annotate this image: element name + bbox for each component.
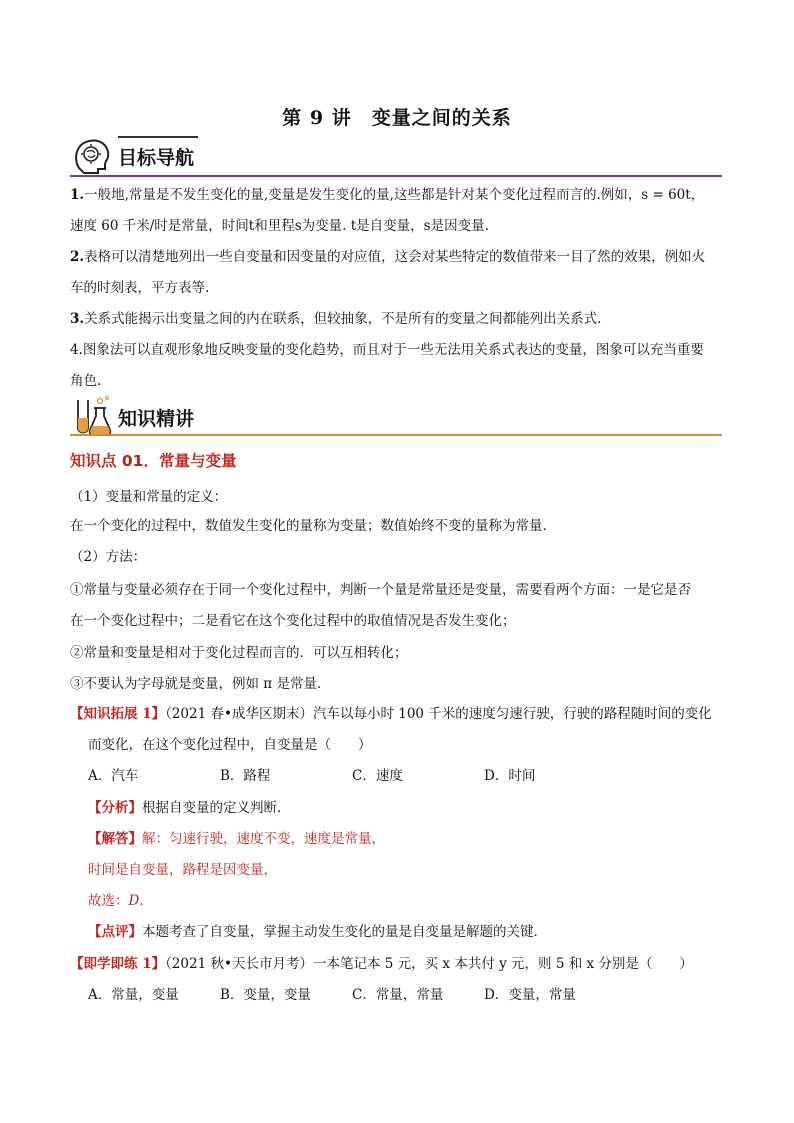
kp-line: ③不要认为字母就是变量，例如 π 是常量． xyxy=(70,676,331,692)
answer-line: 【解答】解：匀速行驶，速度不变，速度是常量， xyxy=(88,831,385,847)
page-title: 第 9 讲 变量之间的关系 xyxy=(282,107,512,129)
practice-question-line: 【即学即练 1】（2021 秋•天长市月考）一本笔记本 5 元，买 x 本共付 y 元，则 5 和 x 分别是（ ） xyxy=(70,956,693,972)
comment-tag: 【点评】 xyxy=(88,924,142,940)
knowledge-heading: 知识精讲 xyxy=(118,408,195,430)
practice-options xyxy=(88,984,748,1006)
brain-head-icon xyxy=(70,133,114,177)
knowledge-section-header xyxy=(70,394,722,438)
goal-line: 速度 60 千米/时是常量，时间t和里程s为变量. t是自变量，s是因变量. xyxy=(70,218,489,234)
kp-line: 在一个变化过程中；二是看它在这个变化过程中的取值情况是否发生变化； xyxy=(70,613,516,629)
goal-line: 1.一般地,常量是不发生变化的量,变量是发生变化的量,这些都是针对某个变化过程而言的.例如，s = 60t， xyxy=(70,187,705,203)
kp-line: ②常量和变量是相对于变化过程而言的．可以互相转化； xyxy=(70,645,408,661)
analysis-tag: 【分析】 xyxy=(88,800,142,816)
answer-line: 时间是自变量，路程是因变量， xyxy=(88,862,277,878)
goal-line: 车的时刻表，平方表等. xyxy=(70,280,210,296)
goal-section-header xyxy=(70,133,722,177)
kp-line: （2）方法： xyxy=(70,549,147,565)
option-d: D．时间 xyxy=(484,768,536,784)
goal-line: 3.关系式能揭示出变量之间的内在联系，但较抽象，不是所有的变量之间都能列出关系式. xyxy=(70,311,602,327)
extension-options xyxy=(88,765,748,787)
analysis-line: 【分析】根据自变量的定义判断． xyxy=(88,800,291,816)
choose-line: 故选：D． xyxy=(88,893,153,909)
goal-underline xyxy=(70,175,722,177)
extension-question-line: 而变化，在这个变化过程中，自变量是（ ） xyxy=(88,737,372,753)
option-d: D．变量，常量 xyxy=(484,987,576,1003)
goal-line: 角色. xyxy=(70,373,102,389)
goal-list xyxy=(70,180,724,397)
comment-line: 【点评】本题考查了自变量，掌握主动发生变化的量是自变量是解题的关键． xyxy=(88,924,547,940)
flask-icon xyxy=(70,394,114,438)
knowledge-underline xyxy=(70,434,722,436)
goal-heading: 目标导航 xyxy=(118,147,195,169)
option-a: A．常量，变量 xyxy=(88,987,179,1003)
option-a: A．汽车 xyxy=(88,768,139,784)
kp-line: 在一个变化的过程中，数值发生变化的量称为变量；数值始终不变的量称为常量． xyxy=(70,518,556,534)
extension-question-line: 【知识拓展 1】（2021 春•成华区期末）汽车以每小时 100 千米的速度匀速行驶，行驶的路程随时间的变化 xyxy=(70,706,712,722)
knowledge-point-heading: 知识点 01．常量与变量 xyxy=(70,452,237,470)
kp-line: （1）变量和常量的定义： xyxy=(70,489,228,505)
answer-tag: 【解答】 xyxy=(88,831,142,847)
heading-overline xyxy=(118,136,198,138)
chosen-answer: D xyxy=(128,893,140,909)
kp-line: ①常量与变量必须存在于同一个变化过程中，判断一个量是常量还是变量，需要看两个方面：一是它是否 xyxy=(70,582,691,598)
option-b: B．路程 xyxy=(220,768,271,784)
option-c: C．速度 xyxy=(352,768,403,784)
goal-line: 4.图象法可以直观形象地反映变量的变化趋势，而且对于一些无法用关系式表达的变量，图象可以充当重要 xyxy=(70,342,704,358)
option-b: B．变量，变量 xyxy=(220,987,311,1003)
extension-tag: 【知识拓展 1】 xyxy=(70,706,166,722)
practice-tag: 【即学即练 1】 xyxy=(70,956,166,972)
goal-line: 2.表格可以清楚地列出一些自变量和因变量的对应值，这会对某些特定的数值带来一目了然的效果，例如火 xyxy=(70,249,706,265)
option-c: C．常量，常量 xyxy=(352,987,444,1003)
